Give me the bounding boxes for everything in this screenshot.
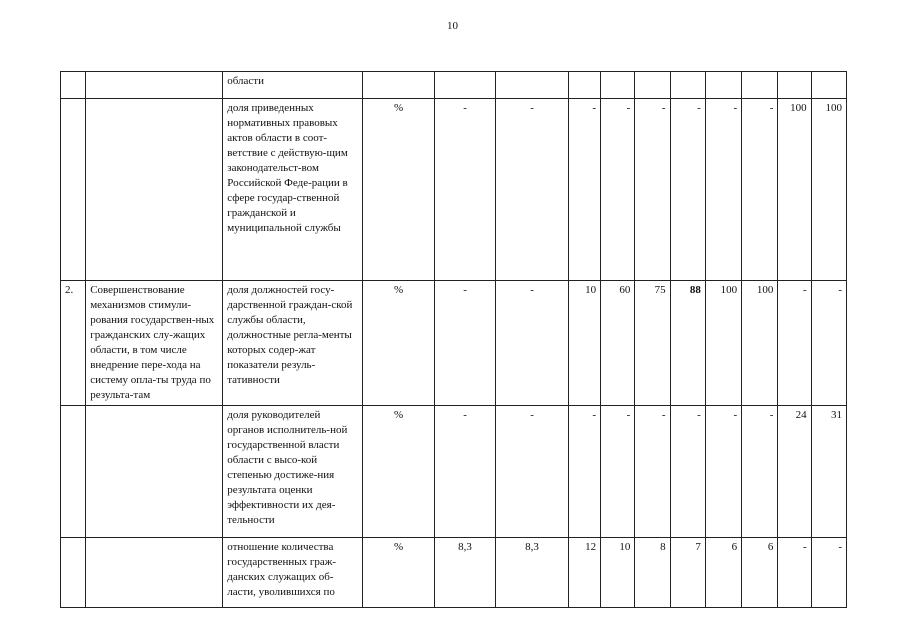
indicator-cell: области	[223, 72, 363, 99]
value-cell	[811, 72, 846, 99]
value-cell	[635, 72, 670, 99]
value-cell	[601, 72, 635, 99]
value-cell: 100	[705, 281, 741, 406]
unit-cell	[363, 72, 435, 99]
value-cell: -	[568, 406, 600, 538]
value-cell: -	[670, 99, 705, 281]
value-cell: 6	[705, 538, 741, 608]
indicator-cell: доля руководителей органов исполнитель-ной государственной власти области с высо-кой степенью достиже-ния результата оценки эффективности их дея-тельности	[223, 406, 363, 538]
value-cell: -	[496, 406, 569, 538]
value-cell: 100	[742, 281, 778, 406]
value-cell: -	[434, 406, 495, 538]
task-cell	[86, 406, 223, 538]
value-cell: 24	[778, 406, 811, 538]
value-cell: 7	[670, 538, 705, 608]
table-row	[61, 406, 847, 538]
row-number-cell	[61, 72, 86, 99]
value-cell: -	[496, 281, 569, 406]
value-cell	[742, 72, 778, 99]
row-number-cell	[61, 538, 86, 608]
value-cell: 100	[811, 99, 846, 281]
table-row	[61, 281, 847, 406]
value-cell	[568, 72, 600, 99]
value-cell: 8,3	[496, 538, 569, 608]
value-cell: -	[742, 406, 778, 538]
row-number-cell	[61, 99, 86, 281]
value-cell: -	[742, 99, 778, 281]
value-cell: 8,3	[434, 538, 495, 608]
indicators-table	[60, 71, 847, 608]
value-cell: -	[778, 281, 811, 406]
value-cell: 31	[811, 406, 846, 538]
value-cell: 75	[635, 281, 670, 406]
unit-cell: %	[363, 406, 435, 538]
value-cell	[434, 72, 495, 99]
page-number: 10	[447, 20, 458, 32]
value-cell: -	[601, 406, 635, 538]
value-cell: 100	[778, 99, 811, 281]
indicator-cell: доля приведенных нормативных правовых актов области в соот-ветствие с действую-щим законодательст-вом Российской Феде-рации в сфере государ-ственной гражданской и муниципальной службы	[223, 99, 363, 281]
table-row	[61, 99, 847, 281]
value-cell: -	[778, 538, 811, 608]
table-row	[61, 538, 847, 608]
value-cell: 88	[670, 281, 705, 406]
task-cell	[86, 72, 223, 99]
value-cell: -	[705, 99, 741, 281]
value-cell	[778, 72, 811, 99]
value-cell: -	[670, 406, 705, 538]
row-number-cell	[61, 406, 86, 538]
value-cell: 60	[601, 281, 635, 406]
value-cell: -	[601, 99, 635, 281]
value-cell: 10	[601, 538, 635, 608]
task-cell: Совершенствование механизмов стимули-рования государствен-ных гражданских слу-жащих области, в том числе внедрение пере-хода на систему опла-ты труда по результа-там	[86, 281, 223, 406]
indicator-cell: доля должностей госу-дарственной граждан-ской службы области, должностные регла-менты которых содер-жат показатели резуль-тативности	[223, 281, 363, 406]
value-cell: 10	[568, 281, 600, 406]
task-cell	[86, 99, 223, 281]
value-cell: 8	[635, 538, 670, 608]
unit-cell: %	[363, 538, 435, 608]
value-cell: -	[434, 281, 495, 406]
unit-cell: %	[363, 99, 435, 281]
indicator-cell: отношение количества государственных граж-данских служащих об-ласти, уволившихся по	[223, 538, 363, 608]
value-cell: -	[434, 99, 495, 281]
value-cell: 6	[742, 538, 778, 608]
task-cell	[86, 538, 223, 608]
unit-cell: %	[363, 281, 435, 406]
value-cell	[496, 72, 569, 99]
value-cell: -	[811, 281, 846, 406]
value-cell: -	[705, 406, 741, 538]
value-cell: -	[496, 99, 569, 281]
value-cell: -	[811, 538, 846, 608]
value-cell: 12	[568, 538, 600, 608]
value-cell: -	[635, 406, 670, 538]
value-cell	[670, 72, 705, 99]
value-cell	[705, 72, 741, 99]
value-cell: -	[568, 99, 600, 281]
row-number-cell: 2.	[61, 281, 86, 406]
value-cell: -	[635, 99, 670, 281]
table-row	[61, 72, 847, 99]
